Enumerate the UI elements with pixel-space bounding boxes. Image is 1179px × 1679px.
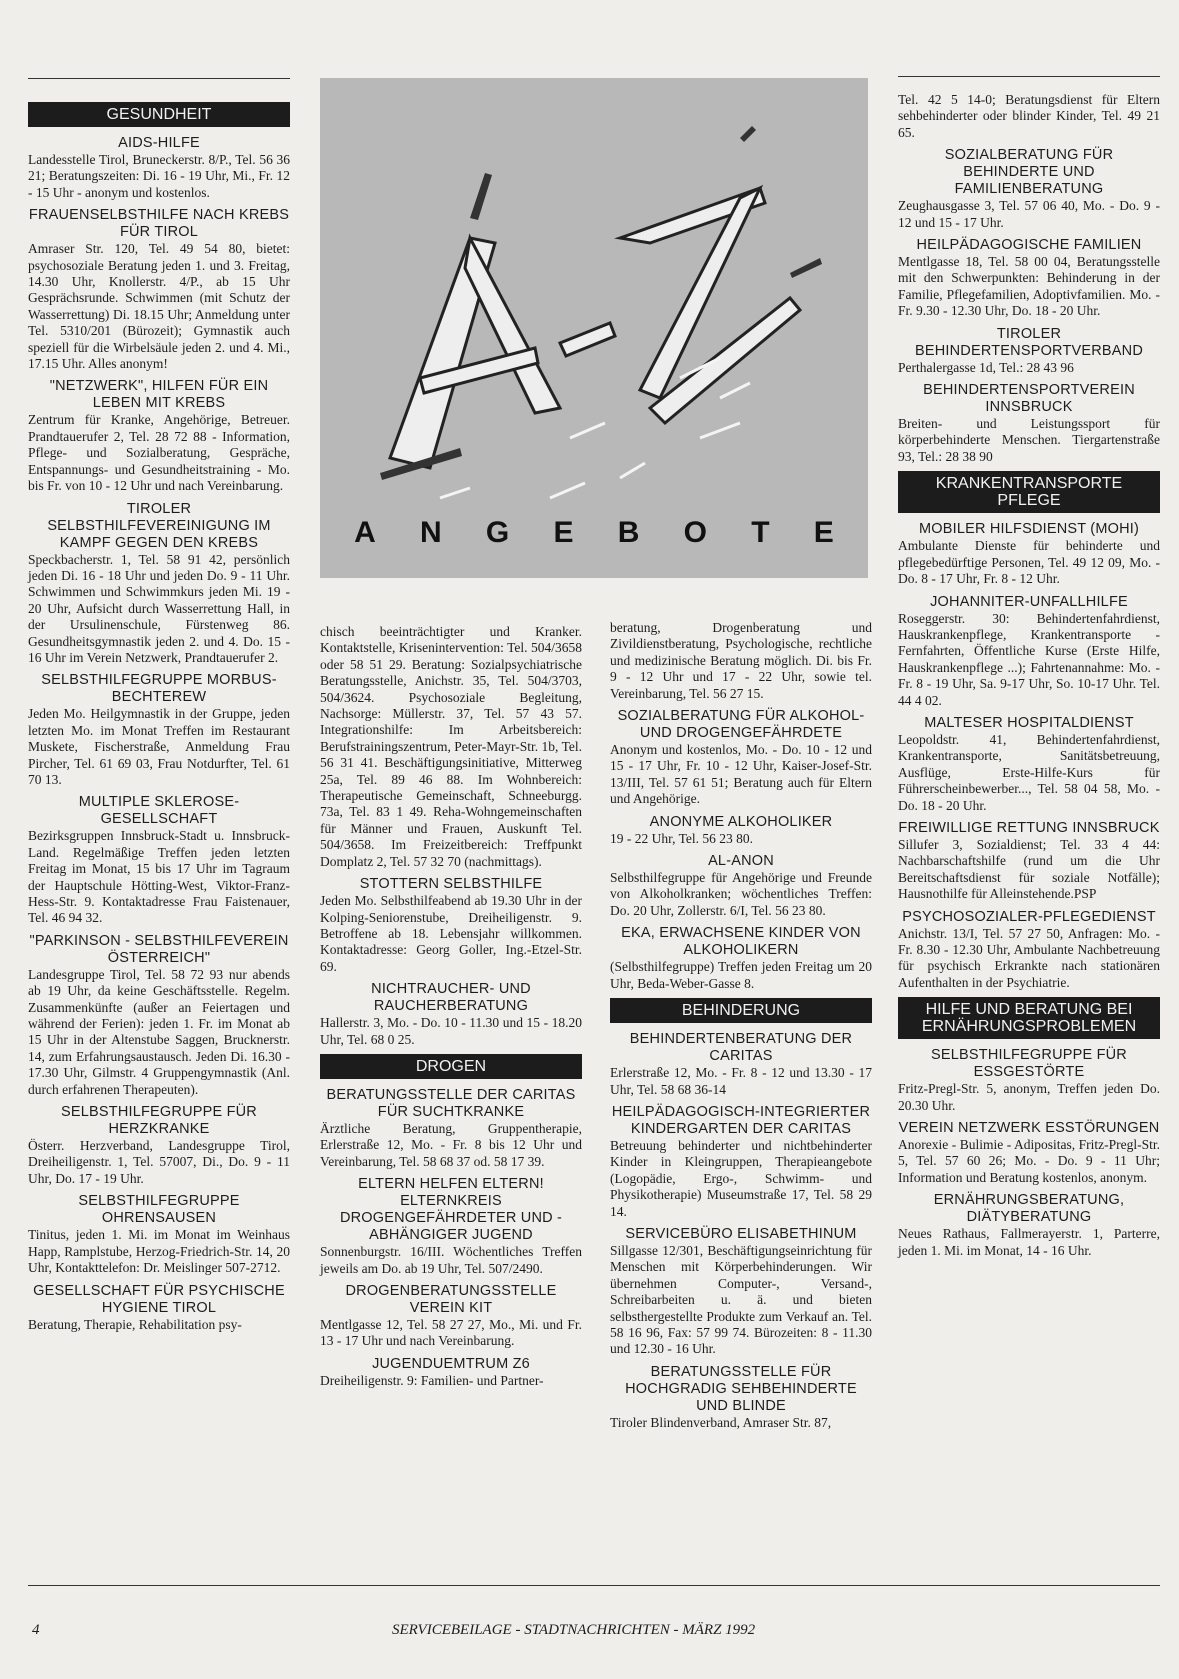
directory-entry: [610, 1364, 872, 1431]
entry-body: Zentrum für Kranke, Angehörige, Betreuer. Prandtauerufer 2, Tel. 28 72 88 - Information, Pflege- und Sozialberatung, Gespräche, Entspannungs- und Gesundheitstraining - Mo. bis Fr. von 10 - 12 Uhr und nach Vereinbarung.: [28, 412, 290, 494]
directory-entry: [610, 814, 872, 847]
angebote-letter: E: [553, 516, 574, 549]
entry-body: (Selbsthilfegruppe) Treffen jeden Freitag um 20 Uhr, Beda-Weber-Gasse 8.: [610, 959, 872, 991]
entry-body: Betreuung behinderter und nichtbehinderter Kinder in Kleingruppen, Therapieangebote (Logopädie, Ergo-, Schwimm- und Physikotherapie) Museumstraße 17, Tel. 58 29 14.: [610, 1137, 872, 1219]
column-4: [898, 92, 1160, 1265]
directory-entry: [898, 1047, 1160, 1114]
entry-body: Anonym und kostenlos, Mo. - Do. 10 - 12 und 15 - 17 Uhr, Fr. 10 - 12 Uhr, Kaiser-Josef-Str. 13/III, Tel. 57 61 51; Beratung auch für Eltern und Angehörige.: [610, 742, 872, 807]
entry-body: Anorexie - Bulimie - Adipositas, Fritz-Pregl-Str. 5, Tel. 57 60 26; Mo. - Do. 9 - 11 Uhr; Information und Beratung kostenlos, anonym.: [898, 1137, 1160, 1185]
entry-body: Speckbacherstr. 1, Tel. 58 91 42, persönlich jeden Di. 16 - 18 Uhr und jeden Do. 9 - 11 Uhr. Schwimmen und Schwimmkurs jeden Mi. 19 - 20 Uhr, Aufsicht durch Wasserrettung Hall, in der Ursulinenschule, Fürstenweg 86. Gesundheitsgymnastik jeden 2. und 4. Do. 15 - 16 Uhr im Verein Netzwerk, Prandtauerufer 2.: [28, 551, 290, 665]
entry-body: Mentlgasse 18, Tel. 58 00 04, Beratungsstelle mit den Schwerpunkten: Behinderung in der Familie, Pflegefamilien, Adoptivfamilien. Mo. - Fr. 9.30 - 12.30 Uhr, Do. 18 - 20 Uhr.: [898, 254, 1160, 319]
entry-body: Mentlgasse 12, Tel. 58 27 27, Mo., Mi. und Fr. 13 - 17 Uhr und nach Vereinbarung.: [320, 1316, 582, 1349]
directory-entry: [320, 1283, 582, 1350]
entry-body: Beratung, Therapie, Rehabilitation psy-: [28, 1316, 242, 1332]
entry-body: Tiroler Blindenverband, Amraser Str. 87,: [610, 1414, 832, 1430]
entry-body: Tel. 42 5 14-0; Beratungsdienst für Eltern sehbehinderter oder blinder Kinder, Tel. 49 21 65.: [898, 92, 1160, 140]
entry-title: SELBSTHILFEGRUPPE OHRENSAUSEN: [78, 1193, 240, 1227]
directory-entry: [610, 1031, 872, 1098]
directory-entry: [898, 521, 1160, 587]
entry-title: EKA, ERWACHSENE KINDER VON ALKOHOLIKERN: [621, 925, 861, 959]
column-1: [28, 102, 290, 1339]
entry-title: NICHTRAUCHER- UND RAUCHERBERATUNG: [371, 981, 531, 1015]
entry-body: Österr. Herzverband, Landesgruppe Tirol, Dreiheiligenstr. 1, Tel. 57007, Di., Do. 9 - 11 Uhr, Do. 17 - 19 Uhr.: [28, 1138, 290, 1186]
directory-entry: [320, 981, 582, 1048]
entry-title: SOZIALBERATUNG FÜR ALKOHOL- UND DROGENGEFÄHRDETE: [617, 708, 865, 742]
entry-title: BERATUNGSSTELLE DER CARITAS FÜR SUCHTKRANKE: [326, 1086, 576, 1120]
entry-title: SELBSTHILFEGRUPPE FÜR ESSGESTÖRTE: [931, 1047, 1127, 1081]
entry-body: Roseggerstr. 30: Behindertenfahrdienst, Hauskrankenpflege, Krankentransporte - Fernfahrten, Öffentliche Kurse (Erste Hilfe, Hauskrankenpflege ...); Fahrtenannahme: Mo. - Fr. 8 - 19 Uhr, Sa. 9-17 Uhr, So. 10-17 Uhr. Tel. 44 4 02.: [898, 610, 1160, 708]
page-number: 4: [32, 1622, 40, 1638]
entry-title: "PARKINSON - SELBSTHILFEVEREIN ÖSTERREICH": [29, 932, 289, 966]
directory-entry: [898, 147, 1160, 231]
directory-entry: [898, 594, 1160, 709]
entry-title: BERATUNGSSTELLE FÜR HOCHGRADIG SEHBEHINDERTE UND BLINDE: [625, 1363, 857, 1414]
directory-entry: [320, 1087, 582, 1170]
entry-title: JOHANNITER-UNFALLHILFE: [930, 593, 1128, 610]
entry-body: Jeden Mo. Heilgymnastik in der Gruppe, jeden letzten Mo. im Monat Treffen im Restaurant Muskete, Fischerstraße, Anmeldung Frau Pircher, Tel. 61 69 03, Frau Notdurfter, Tel. 61 70 13.: [28, 706, 290, 787]
entry-title: BEHINDERTENSPORTVEREIN INNSBRUCK: [923, 382, 1135, 416]
entry-title: TIROLER SELBSTHILFEVEREINIGUNG IM KAMPF GEGEN DEN KREBS: [47, 500, 271, 551]
entry-title: HEILPÄDAGOGISCH-INTEGRIERTER KINDERGARTEN DER CARITAS: [611, 1103, 871, 1137]
entry-title: SOZIALBERATUNG FÜR BEHINDERTE UND FAMILIENBERATUNG: [944, 147, 1114, 198]
entry-body: Erlerstraße 12, Mo. - Fr. 8 - 12 und 13.30 - 17 Uhr, Tel. 58 68 36-14: [610, 1065, 872, 1097]
entry-body: Landesgruppe Tirol, Tel. 58 72 93 nur abends ab 19 Uhr, da keine Geschäftsstelle. Regelm. Zusammenkünfte (außer an Feiertagen und während der Ferien): jeden 1. Fr. im Monat ab 15 Uhr in der Altenstube Saggen, Brucknerstr. 14, zum Erfahrungsaustausch. Jeden Di. 16.30 - 17.30 Uhr, Gilmstr. 4 Gruppengymnastik (Anl. durch erfahrenen Therapeuten).: [28, 966, 290, 1097]
entry-title: AL-ANON: [708, 853, 774, 870]
entry-body: Fritz-Pregl-Str. 5, anonym, Treffen jeden Do. 20.30 Uhr.: [898, 1081, 1160, 1113]
directory-entry: [28, 378, 290, 494]
directory-entry: [320, 1356, 582, 1389]
column-2: [320, 624, 582, 1395]
entry-body: Tinitus, jeden 1. Mi. im Monat im Weinhaus Happ, Ramplstube, Herzog-Friedrich-Str. 14, 20 Uhr, Kontakttelefon: Dr. Meislinger 507-2712.: [28, 1227, 290, 1276]
directory-entry: [320, 876, 582, 975]
entry-body: Jeden Mo. Selbsthilfeabend ab 19.30 Uhr in der Kolping-Seniorenstube, Dreiheiligenstr. 9. Betroffene ab 18. Lebensjahr willkommen. Kontaktadresse: Georg Goller, Ing.-Etzel-Str. 69.: [320, 893, 582, 974]
entry-body: beratung, Drogenberatung und Zivildienstberatung, Psychologische, rechtliche und medizinische Beratung möglich. Di. bis Fr. 9 - 12 Uhr und 17 - 22 Uhr, sowie tel. Vereinbarung, Tel. 56 27 15.: [610, 620, 872, 701]
entry-title: ELTERN HELFEN ELTERN! ELTERNKREIS DROGENGEFÄHRDETER UND -ABHÄNGIGER JUGEND: [339, 1176, 563, 1244]
entry-body: Amraser Str. 120, Tel. 49 54 80, bietet: psychosoziale Beratung jeden 1. und 3. Freitag, 14.30 Uhr, Knollerstr. 4/P., ab 15 Uhr Gesprächsrunde. Schwimmen (mit Schutz der Wasserrettung) Di. 18.15 Uhr; Anmeldung unter Tel. 5310/201 (Bürozeit); Gymnastik auch speziell für die Wirbelsäule jeden 2. und 4. Mi., 17.15 Uhr. Alles anonym!: [28, 241, 290, 372]
top-rule-left: [28, 78, 290, 79]
entry-body: Sillgasse 12/301, Beschäftigungseinrichtung für Menschen mit Körperbehinderungen. Wir übernehmen Computer-, Versand-, Schreibarbeiten u. ä. und bieten selbsthergestellte Produkte zum Verkauf an. Tel. 58 16 96, Fax: 57 99 74. Bürozeiten: 8 - 11.30 und 12.30 - 16 Uhr.: [610, 1242, 872, 1357]
entry-body: Leopoldstr. 41, Behindertenfahrdienst, Krankentransporte, Sanitätsbetreuung, Ausflüge, Erste-Hilfe-Kurs für Führerscheinbewerber..., Tel. 58 04 58, Mo. - Do. 18 - 20 Uhr.: [898, 731, 1160, 813]
directory-entry: [28, 933, 290, 1098]
directory-entry: [28, 501, 290, 667]
entry-title: FRAUENSELBSTHILFE NACH KREBS FÜR TIROL: [28, 207, 290, 241]
entry-body: Selbsthilfegruppe für Angehörige und Freunde von Alkoholkranken; wöchentliches Treffen: Do. 20 Uhr, Zollerstr. 6/I, Tel. 56 23 80.: [610, 870, 872, 918]
entry-body: chisch beeinträchtigter und Kranker. Kontaktstelle, Krisenintervention: Tel. 504/3658 oder 58 51 29. Beratung: Sozialpsychiatrische Beratungsstelle, Anichstr. 35, Tel. 504/3703, 504/3624. Psychosoziale Begleitung, Nachsorge: Müllerstr. 37, Tel. 57 43 57. Integrationshilfe: Im Arbeitsbereich: Berufstrainingszentrum, Peter-Mayr-Str. 1b, Tel. 56 31 41. Beschäftigungsinitiative, Mitterweg 25a, Tel. 89 46 88. Im Wohnbereich: Therapeutische Gemeinschaft, Schneeburgg. 73a, Tel. 83 1 49. Reha-Wohngemeinschaften für Männer und Frauen, Auskunft Tel. 504/3658. Im Freizeitbereich: Treffpunkt Domplatz 2, Tel. 57 32 70 (nachmittags).: [320, 624, 582, 869]
entry-title: SELBSTHILFEGRUPPE FÜR HERZKRANKE: [61, 1104, 257, 1138]
directory-entry: [610, 853, 872, 919]
directory-entry: [28, 1104, 290, 1187]
section-heading: GESUNDHEIT: [28, 102, 290, 127]
entry-body: Sonnenburgstr. 16/III. Wöchentliches Treffen jeweils am Do. ab 19 Uhr, Tel. 507/2490.: [320, 1244, 582, 1276]
directory-entry: [610, 708, 872, 808]
entry-body: Hallerstr. 3, Mo. - Do. 10 - 11.30 und 15 - 18.20 Uhr, Tel. 68 0 25.: [320, 1015, 582, 1047]
entry-title: DROGENBERATUNGSSTELLE VEREIN KIT: [345, 1282, 557, 1316]
a-z-illustration: [320, 78, 868, 578]
directory-entry: [610, 620, 872, 702]
directory-entry: [28, 1193, 290, 1276]
entry-title: MALTESER HOSPITALDIENST: [924, 714, 1134, 731]
entry-body: Bezirksgruppen Innsbruck-Stadt u. Innsbruck-Land. Regelmäßige Treffen jeden letzten Freitag im Monat, 15 bis 17 Uhr im Tagraum der Hauptschule Hötting-West, Viktor-Franz-Hess-Str. 9. Kontaktadresse Frau Faistenauer, Tel. 46 94 32.: [28, 828, 290, 926]
entry-title: AIDS-HILFE: [118, 135, 200, 151]
directory-entry: [898, 715, 1160, 814]
directory-entry: [28, 672, 290, 788]
directory-entry: [320, 624, 582, 870]
directory-entry: [898, 909, 1160, 992]
directory-entry: [898, 1120, 1160, 1186]
directory-entry: [610, 925, 872, 992]
directory-entry: [898, 820, 1160, 903]
directory-entry: [898, 237, 1160, 320]
entry-title: HEILPÄDAGOGISCHE FAMILIEN: [916, 237, 1142, 254]
angebote-letter: T: [751, 516, 770, 549]
directory-entry: [610, 1104, 872, 1220]
entry-title: MULTIPLE SKLEROSE-GESELLSCHAFT: [78, 794, 240, 828]
entry-title: SERVICEBÜRO ELISABETHINUM: [625, 1225, 857, 1242]
bottom-rule: [28, 1585, 1160, 1586]
directory-entry: [28, 207, 290, 372]
entry-title: JUGENDUEMTRUM Z6: [372, 1355, 530, 1372]
entry-title: ERNÄHRUNGSBERATUNG, DIÄTYBERATUNG: [933, 1192, 1125, 1226]
a-z-artwork: [320, 78, 868, 578]
angebote-letter: B: [617, 516, 640, 549]
entry-title: BEHINDERTENBERATUNG DER CARITAS: [629, 1031, 853, 1065]
entry-title: "NETZWERK", HILFEN FÜR EIN LEBEN MIT KREBS: [49, 378, 269, 412]
angebote-letter: O: [683, 516, 707, 549]
entry-body: Neues Rathaus, Fallmerayerstr. 1, Parterre, jeden 1. Mi. im Monat, 14 - 16 Uhr.: [898, 1226, 1160, 1258]
entry-title: FREIWILLIGE RETTUNG INNSBRUCK: [898, 819, 1160, 836]
entry-title: VEREIN NETZWERK ESSTÖRUNGEN: [898, 1120, 1160, 1137]
entry-title: SELBSTHILFEGRUPPE MORBUS-BECHTEREW: [41, 672, 277, 706]
angebote-letter: E: [813, 516, 834, 549]
entry-title: GESELLSCHAFT FÜR PSYCHISCHE HYGIENE TIROL: [33, 1282, 285, 1316]
footer-text: SERVICEBEILAGE - STADTNACHRICHTEN - MÄRZ 1992: [392, 1622, 756, 1638]
section-heading: DROGEN: [320, 1054, 582, 1079]
directory-entry: [610, 1226, 872, 1358]
entry-body: Breiten- und Leistungssport für körperbehinderte Menschen. Tiergartenstraße 93, Tel.: 28 38 90: [898, 416, 1160, 464]
directory-entry: [898, 92, 1160, 141]
entry-body: 19 - 22 Uhr, Tel. 56 23 80.: [610, 830, 754, 846]
entry-body: Landesstelle Tirol, Bruneckerstr. 8/P., Tel. 56 36 21; Beratungszeiten: Di. 16 - 19 Uhr, Mi., Fr. 12 - 15 Uhr - anonym und kostenlos.: [28, 152, 290, 200]
entry-title: PSYCHOSOZIALER-PFLEGEDIENST: [902, 908, 1156, 925]
entry-body: Sillufer 3, Sozialdienst; Tel. 33 4 44: Nachbarschaftshilfe (rund um die Uhr Bereitschaftsdienst für soziale Notfälle); Hausnothilfe für Alleinstehende.PSP: [898, 836, 1160, 902]
entry-body: Ambulante Dienste für behinderte und pflegebedürftige Personen, Tel. 49 12 09, Mo. - Do. 8 - 17 Uhr, Fr. 8 - 12 Uhr.: [898, 538, 1160, 587]
directory-entry: [898, 382, 1160, 465]
angebote-letter: A: [354, 516, 376, 549]
directory-entry: [28, 1283, 290, 1333]
directory-entry: [28, 794, 290, 926]
top-rule-right: [898, 76, 1160, 77]
entry-title: TIROLER BEHINDERTENSPORTVERBAND: [914, 325, 1144, 359]
entry-body: Anichstr. 13/I, Tel. 57 27 50, Anfragen: Mo. - Fr. 8.30 - 12.30 Uhr, Ambulante Nachbetreuung für psychisch Erkrankte nach stationären Aufenthalten in der Psychiatrie.: [898, 925, 1160, 990]
entry-body: Ärztliche Beratung, Gruppentherapie, Erlerstraße 12, Mo. - Fr. 8 bis 12 Uhr und Vereinbarung, Tel. 58 68 37 od. 58 17 39.: [320, 1120, 582, 1169]
entry-body: Perthalergasse 1d, Tel.: 28 43 96: [898, 359, 1074, 375]
directory-entry: [898, 1192, 1160, 1259]
section-heading: HILFE UND BERATUNG BEI ERNÄHRUNGSPROBLEMEN: [898, 997, 1160, 1039]
angebote-word: [320, 516, 868, 550]
directory-entry: [28, 135, 290, 201]
angebote-letter: G: [485, 516, 510, 549]
entry-title: MOBILER HILFSDIENST (MOHI): [918, 521, 1140, 538]
column-3: [610, 620, 872, 1437]
entry-title: STOTTERN SELBSTHILFE: [359, 876, 543, 893]
angebote-letter: N: [420, 516, 442, 549]
section-heading: KRANKENTRANSPORTE PFLEGE: [898, 471, 1160, 513]
entry-body: Zeughausgasse 3, Tel. 57 06 40, Mo. - Do. 9 - 12 und 15 - 17 Uhr.: [898, 198, 1160, 230]
directory-entry: [320, 1176, 582, 1277]
entry-title: ANONYME ALKOHOLIKER: [649, 813, 833, 830]
directory-entry: [898, 326, 1160, 376]
entry-body: Dreiheiligenstr. 9: Familien- und Partner-: [320, 1372, 544, 1388]
section-heading: BEHINDERUNG: [610, 998, 872, 1023]
